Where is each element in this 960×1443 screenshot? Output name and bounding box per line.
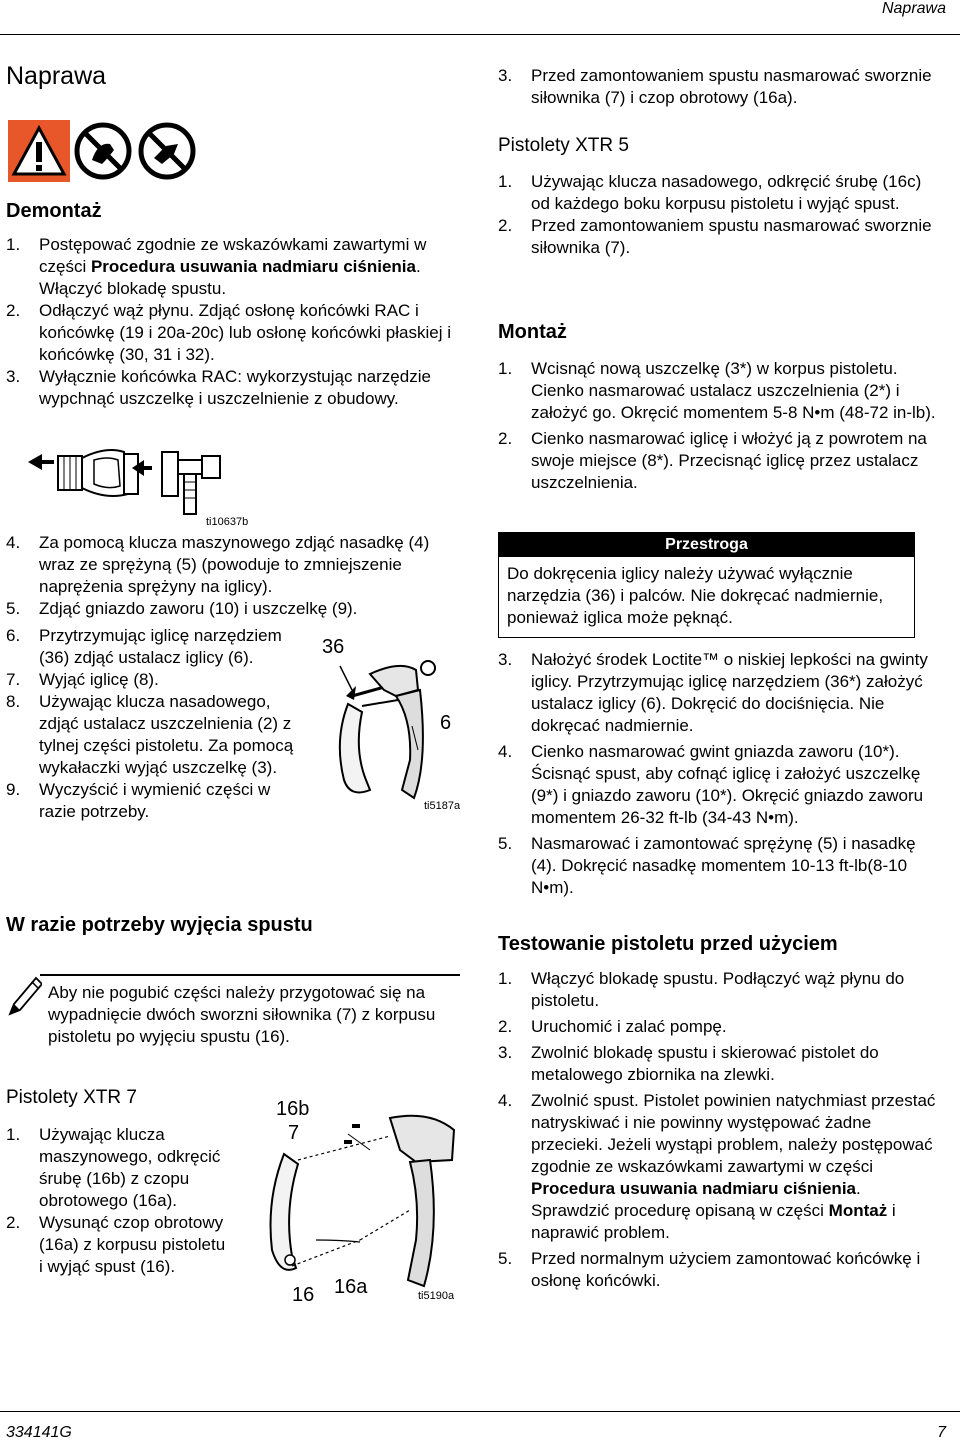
heading-demontaz: Demontaż — [6, 200, 102, 222]
list-item: 1. Włączyć blokadę spustu. Podłączyć wąż płynu do pistoletu. — [498, 969, 905, 1010]
heading-montaz: Montaż — [498, 321, 567, 343]
figure-id: ti5190a — [418, 1290, 455, 1302]
xtr7-step-3 — [498, 65, 938, 109]
callout-16: 16 — [292, 1284, 315, 1306]
pencil-icon — [6, 974, 42, 1018]
heading-trigger: W razie potrzeby wyjęcia spustu — [6, 914, 313, 936]
list-item: 5. Przed normalnym użyciem zamontować końcówkę i osłonę końcówki. — [498, 1249, 921, 1290]
list-item: 2. Cienko nasmarować iglicę i włożyć ją z powrotem na swoje miejsce (8*). Przecisnąć iglicę przez ustalacz uszczelnienia. — [498, 429, 927, 492]
caution-text: Do dokręcenia iglicy należy używać wyłącznie narzędzia (36) i palców. Nie dokręcać nadmiernie, ponieważ iglica może pęknąć. — [507, 564, 884, 627]
callout-36: 36 — [322, 636, 345, 658]
list-item: 3. Nałożyć środek Loctite™ o niskiej lepkości na gwinty iglicy. Przytrzymując iglicę narzędziem (36*) założyć ustalacz iglicy (6). Dokręcić do dociśnięcia. Nie dokręcać nadmiernie. — [498, 650, 928, 735]
heading-testing: Testowanie pistoletu przed użyciem — [498, 933, 838, 955]
callout-6: 6 — [440, 712, 452, 734]
list-item: 1. Postępować zgodnie ze wskazówkami zawartymi w części Procedura usuwania nadmiaru ciśnienia. Włączyć blokadę spustu. — [6, 235, 427, 298]
list-item: 4. Zwolnić spust. Pistolet powinien natychmiast przestać natryskiwać i nie powinny występować żadne przecieki. Jeżeli wystąpi problem, należy postępować zgodnie ze wskazówkami zawartymi w części Procedura usuwania nadmiaru ciśnienia. Sprawdzić procedurę opisaną w części Montaż i naprawić problem. — [498, 1091, 936, 1242]
page-title: Naprawa — [6, 62, 107, 90]
figure-gun-tool — [300, 630, 470, 820]
figure-id: ti10637b — [206, 516, 249, 528]
note-rule — [40, 974, 460, 976]
caution-box — [498, 532, 915, 638]
figure-rac-tip-guard — [28, 446, 258, 532]
list-item: 2. Odłączyć wąż płynu. Zdjąć osłonę końcówki RAC i końcówkę (19 i 20a-20c) lub osłonę końcówki płaskiej i końcówkę (30, 31 i 32). — [6, 301, 451, 364]
list-item: 6. Przytrzymując iglicę narzędziem (36) zdjąć ustalacz iglicy (6). — [6, 626, 282, 667]
header-rule — [0, 34, 960, 35]
document-number: 334141G — [6, 1424, 72, 1441]
list-item: 1. Wcisnąć nową uszczelkę (3*) w korpus pistoletu. Cienko nasmarować ustalacz uszczelnienia (2*) i założyć go. Okręcić momentem 5-8 N•m (48-72 in-lb). — [498, 359, 936, 422]
footer-rule — [0, 1411, 960, 1412]
list-item: 2. Uruchomić i zalać pompę. — [498, 1017, 727, 1036]
testing-steps — [498, 968, 938, 1292]
list-item: 7. Wyjąć iglicę (8). — [6, 670, 159, 689]
list-item: 9. Wyczyścić i wymienić części w razie potrzeby. — [6, 780, 271, 821]
tip-guard-illustration — [28, 446, 258, 526]
callout-16a: 16a — [334, 1276, 368, 1298]
list-item: 1. Używając klucza nasadowego, odkręcić śrubę (16c) od każdego boku korpusu pistoletu i wyjąć spust. — [498, 172, 922, 213]
list-item: 5. Zdjąć gniazdo zaworu (10) i uszczelkę (9). — [6, 599, 358, 618]
montaz-steps-2 — [498, 649, 938, 899]
list-item: 2. Wysunąć czop obrotowy (16a) z korpusu pistoletu i wyjąć spust (16). — [6, 1213, 226, 1276]
list-item: 8. Używając klucza nasadowego, zdjąć ustalacz uszczelnienia (2) z tylnej części pistoletu. Za pomocą wykałaczki wyjąć uszczelkę (3). — [6, 692, 294, 777]
warning-icons — [8, 120, 198, 182]
warning-triangle-icon — [8, 120, 198, 182]
page-number: 7 — [937, 1424, 946, 1441]
note-text: Aby nie pogubić części należy przygotować się na wypadnięcie dwóch sworzni siłownika (7) z korpusu pistoletu po wyjęciu spustu (16). — [48, 983, 436, 1046]
list-item: 2. Przed zamontowaniem spustu nasmarować sworznie siłownika (7). — [498, 216, 932, 257]
demontaz-steps-1 — [6, 234, 458, 410]
montaz-steps-1 — [498, 358, 938, 494]
list-item: 3. Wyłącznie końcówka RAC: wykorzystując narzędzie wypchnąć uszczelkę i uszczelnienie z obudowy. — [6, 367, 431, 408]
caution-title: Przestroga — [499, 533, 914, 557]
figure-trigger-removal — [240, 1090, 470, 1310]
demontaz-steps-2 — [6, 532, 458, 620]
xtr5-steps — [498, 171, 938, 259]
running-header: Naprawa — [881, 0, 946, 17]
list-item: 4. Za pomocą klucza maszynowego zdjąć nasadkę (4) wraz ze sprężyną (5) (powoduje to zmniejszenie naprężenia sprężyny na iglicy). — [6, 533, 430, 596]
heading-xtr7: Pistolety XTR 7 — [6, 1087, 137, 1108]
demontaz-steps-3 — [6, 625, 302, 823]
callout-7: 7 — [288, 1122, 300, 1144]
list-item: 3. Zwolnić blokadę spustu i skierować pistolet do metalowego zbiornika na zlewki. — [498, 1043, 879, 1084]
xtr7-steps — [6, 1124, 230, 1278]
list-item: 4. Cienko nasmarować gwint gniazda zaworu (10*). Ścisnąć spust, aby cofnąć iglicę i założyć uszczelkę (9*) i gniazdo zaworu (10*). Okręcić gniazdo zaworu momentem 26-32 ft-lb (34-43 N•m). — [498, 742, 924, 827]
list-item: 5. Nasmarować i zamontować sprężynę (5) i nasadkę (4). Dokręcić nasadkę momentem 10-13 ft-lb(8-10 N•m). — [498, 834, 916, 897]
list-item: 1. Używając klucza maszynowego, odkręcić śrubę (16b) z czopu obrotowego (16a). — [6, 1125, 221, 1210]
list-item: 3. Przed zamontowaniem spustu nasmarować sworznie siłownika (7) i czop obrotowy (16a). — [498, 66, 932, 107]
callout-16b: 16b — [276, 1098, 310, 1120]
figure-id: ti5187a — [424, 800, 461, 812]
heading-xtr5: Pistolety XTR 5 — [498, 135, 629, 156]
